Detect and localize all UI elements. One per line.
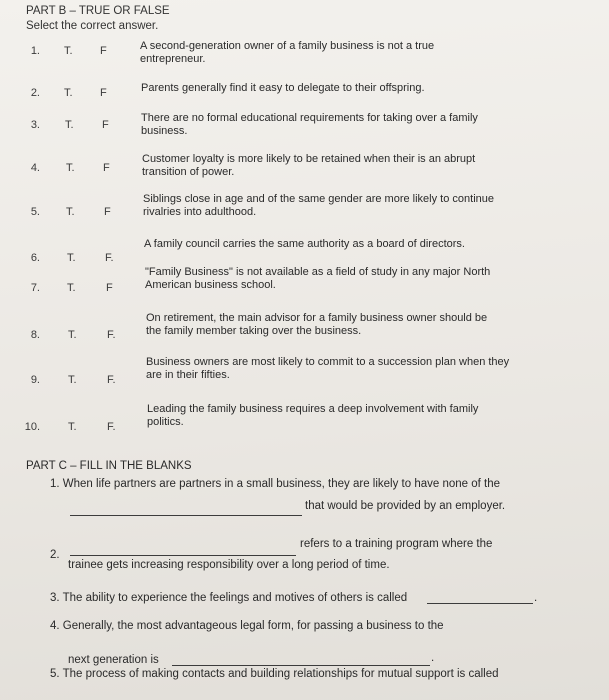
answer-blank[interactable] — [70, 555, 296, 556]
true-option[interactable]: T. — [68, 329, 77, 341]
item-number: 10. — [24, 421, 40, 433]
part-b-instruction: Select the correct answer. — [26, 20, 159, 32]
item-number: 4. — [30, 162, 40, 174]
question-1-line2: that would be provided by an employer. — [305, 500, 506, 512]
answer-blank[interactable] — [172, 665, 430, 666]
question-1-line1: 1. When life partners are partners in a small business, they are likely to have none of the — [50, 478, 501, 490]
statement-line: A second-generation owner of a family business is not a true — [140, 40, 435, 52]
question-5: 5. The process of making contacts and building relationships for mutual support is called — [50, 668, 499, 680]
statement-line: Business owners are most likely to commit to a succession plan when they — [146, 356, 510, 368]
question-3: 3. The ability to experience the feelings and motives of others is called — [50, 592, 408, 604]
true-option[interactable]: T. — [64, 45, 73, 57]
part-c-title: PART C – FILL IN THE BLANKS — [26, 460, 192, 472]
false-option[interactable]: F. — [107, 329, 116, 341]
item-number: 1. — [30, 45, 40, 57]
statement-line: are in their fifties. — [146, 368, 230, 381]
statement-line: the family member taking over the business. — [146, 324, 362, 337]
statement-line: rivalries into adulthood. — [143, 205, 257, 218]
statement-line: Customer loyalty is more likely to be retained when their is an abrupt — [142, 153, 476, 165]
false-option[interactable]: F — [103, 162, 110, 174]
answer-blank[interactable] — [70, 515, 302, 516]
false-option[interactable]: F — [104, 206, 111, 218]
false-option[interactable]: F — [100, 87, 107, 99]
true-option[interactable]: T. — [67, 282, 76, 294]
item-number: 6. — [30, 252, 40, 264]
true-option[interactable]: T. — [68, 374, 77, 386]
statement-line: Leading the family business requires a deep involvement with family — [147, 403, 479, 415]
false-option[interactable]: F. — [107, 374, 116, 386]
statement-line: Parents generally find it easy to delegate to their offspring. — [141, 82, 425, 94]
false-option[interactable]: F. — [107, 421, 116, 433]
item-number: 9. — [30, 374, 40, 386]
item-number: 7. — [30, 282, 40, 294]
true-option[interactable]: T. — [65, 119, 74, 131]
part-b-title: PART B – TRUE OR FALSE — [26, 5, 170, 17]
question-4-line2: next generation is — [68, 654, 159, 666]
statement-line: On retirement, the main advisor for a family business owner should be — [146, 312, 488, 324]
statement-line: "Family Business" is not available as a field of study in any major North — [145, 266, 491, 278]
question-3-end: . — [534, 592, 538, 604]
question-2-line1: refers to a training program where the — [300, 538, 493, 550]
statement-line: A family council carries the same authority as a board of directors. — [144, 238, 465, 250]
statement-line: There are no formal educational requirements for taking over a family — [141, 112, 478, 124]
question-2-line2: trainee gets increasing responsibility over a long period of time. — [68, 559, 390, 571]
statement-line: Siblings close in age and of the same gender are more likely to continue — [143, 193, 494, 205]
question-4-end: . — [431, 652, 435, 664]
true-option[interactable]: T. — [68, 421, 77, 433]
true-option[interactable]: T. — [67, 252, 76, 264]
false-option[interactable]: F. — [105, 252, 114, 264]
statement-line: transition of power. — [142, 165, 235, 178]
question-2-number: 2. — [50, 549, 60, 561]
statement-line: business. — [141, 124, 188, 137]
false-option[interactable]: F — [102, 119, 109, 131]
statement-line: entrepreneur. — [140, 52, 206, 65]
statement-line: politics. — [147, 415, 184, 428]
true-option[interactable]: T. — [64, 87, 73, 99]
item-number: 5. — [30, 206, 40, 218]
statement-line: American business school. — [145, 278, 276, 291]
answer-blank[interactable] — [427, 603, 533, 604]
item-number: 3. — [30, 119, 40, 131]
item-number: 2. — [30, 87, 40, 99]
false-option[interactable]: F — [100, 45, 107, 57]
false-option[interactable]: F — [106, 282, 113, 294]
true-option[interactable]: T. — [66, 206, 75, 218]
true-option[interactable]: T. — [66, 162, 75, 174]
question-4-line1: 4. Generally, the most advantageous legal form, for passing a business to the — [50, 620, 444, 632]
item-number: 8. — [30, 329, 40, 341]
